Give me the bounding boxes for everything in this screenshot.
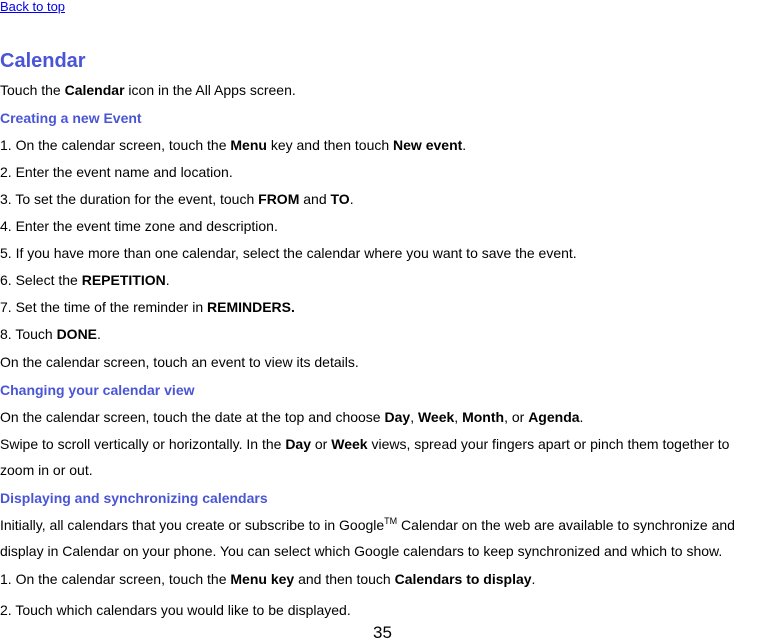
step-text: 1. On the calendar screen, touch the Menu key and then touch New event. [0, 137, 467, 153]
step-text: 4. Enter the event time zone and description. [0, 218, 278, 234]
paragraph-text: Initially, all calendars that you create or subscribe to in Google™ Calendar on the web are available to synchronize and [0, 516, 735, 533]
back-to-top-link[interactable]: Back to top [0, 0, 66, 14]
intro-text: Touch the Calendar icon in the All Apps screen. [0, 82, 296, 98]
step-text: 7. Set the time of the reminder in REMINDERS. [0, 299, 295, 315]
step-text: 6. Select the REPETITION. [0, 272, 170, 288]
step-text: 5. If you have more than one calendar, select the calendar where you want to save the event. [0, 245, 577, 261]
step-text: 2. Touch which calendars you would like to be displayed. [0, 602, 351, 618]
paragraph-text: On the calendar screen, touch an event to view its details. [0, 354, 359, 370]
step-text: 1. On the calendar screen, touch the Menu key and then touch Calendars to display. [0, 571, 536, 587]
step-text: 3. To set the duration for the event, touch FROM and TO. [0, 191, 354, 207]
page-number: 35 [373, 623, 392, 642]
subheading-displaying-calendars: Displaying and synchronizing calendars [0, 490, 268, 506]
paragraph-text: On the calendar screen, touch the date at the top and choose Day, Week, Month, or Agenda. [0, 409, 584, 425]
section-title: Calendar [0, 50, 86, 72]
subheading-changing-view: Changing your calendar view [0, 382, 195, 398]
paragraph-text: display in Calendar on your phone. You can select which Google calendars to keep synchronized and which to show. [0, 543, 723, 559]
paragraph-text: Swipe to scroll vertically or horizontally. In the Day or Week views, spread your fingers apart or pinch them together to [0, 436, 730, 452]
step-text: 8. Touch DONE. [0, 326, 101, 342]
paragraph-text: zoom in or out. [0, 462, 93, 478]
step-text: 2. Enter the event name and location. [0, 164, 233, 180]
subheading-creating-event: Creating a new Event [0, 110, 142, 126]
